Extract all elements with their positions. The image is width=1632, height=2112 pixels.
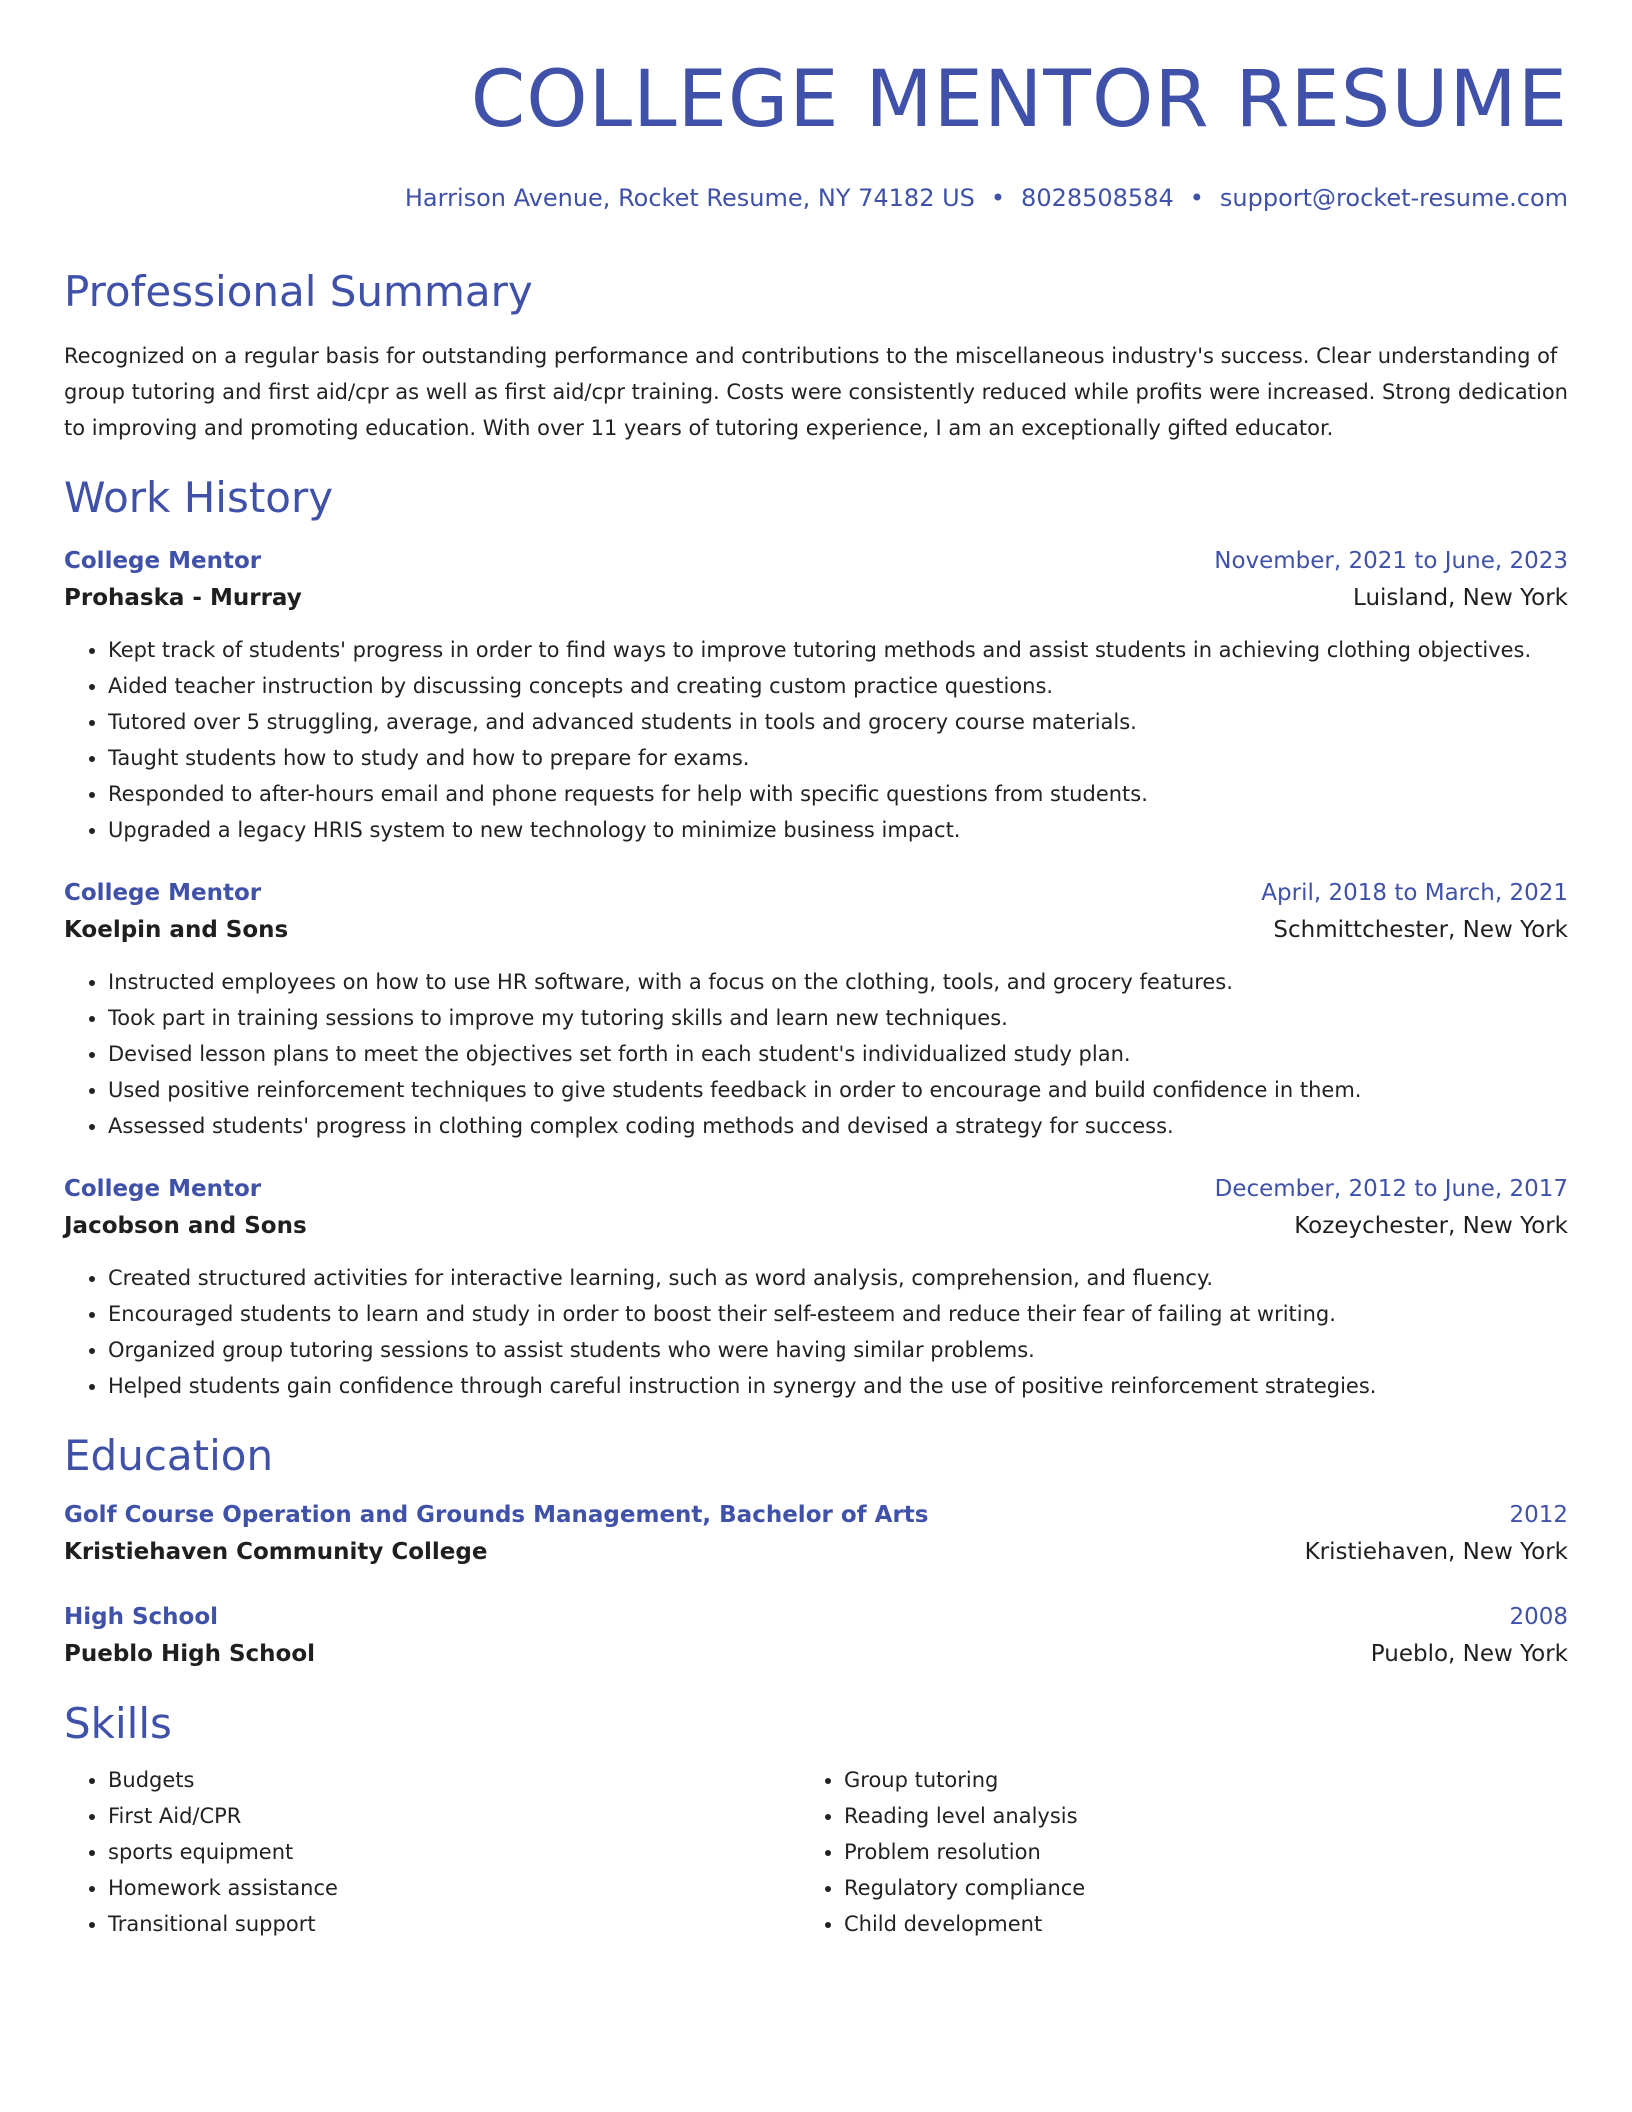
education-degree-row	[64, 1600, 1568, 1634]
job-dates: December, 2012 to June, 2017	[1214, 1176, 1568, 1202]
job-header-row	[64, 1172, 1568, 1206]
job-company-row	[64, 578, 1568, 618]
skills-column-right	[800, 1762, 1536, 1942]
summary-text: Recognized on a regular basis for outstanding performance and contributions to the miscellaneous industry's success. Clear understanding of group tutoring and first aid/cpr as well as first aid/cpr training. Costs were consistently reduced while profits were increased. Strong dedication to improving and promoting education. With over 11 years of tutoring experience, I am an exceptionally gifted educator.	[64, 344, 1568, 440]
skill-item: • Transitional support	[108, 1906, 800, 1942]
education-school-row	[64, 1532, 1568, 1572]
skills-heading: Skills	[64, 1699, 172, 1748]
summary-heading: Professional Summary	[64, 267, 533, 316]
job-header-row	[64, 876, 1568, 910]
job-company-row	[64, 910, 1568, 950]
job-bullet: • Took part in training sessions to improve my tutoring skills and learn new techniques.	[108, 1000, 1568, 1036]
contact-separator: •	[1189, 184, 1204, 212]
job-bullet: • Helped students gain confidence through careful instruction in synergy and the use of positive reinforcement strategies.	[108, 1368, 1568, 1404]
job-location: Luisland, New York	[1353, 585, 1568, 611]
education-heading: Education	[64, 1431, 274, 1480]
job-bullet: • Devised lesson plans to meet the objectives set forth in each student's individualized study plan.	[108, 1036, 1568, 1072]
job-bullet: • Instructed employees on how to use HR software, with a focus on the clothing, tools, and grocery features.	[108, 964, 1568, 1000]
education-entry	[64, 1498, 1568, 1572]
skill-item: • First Aid/CPR	[108, 1798, 800, 1834]
education-degree-row	[64, 1498, 1568, 1532]
job-title: College Mentor	[64, 548, 262, 574]
skills-column-left	[64, 1762, 800, 1942]
job-bullet: • Assessed students' progress in clothing complex coding methods and devised a strategy for success.	[108, 1108, 1568, 1144]
resume-title: COLLEGE MENTOR RESUME	[470, 55, 1568, 145]
job-company-row	[64, 1206, 1568, 1246]
job-location: Schmittchester, New York	[1273, 917, 1568, 943]
work-history-heading: Work History	[64, 473, 334, 522]
education-school: Kristiehaven Community College	[64, 1539, 488, 1565]
education-location: Pueblo, New York	[1370, 1641, 1568, 1667]
job-bullet: • Responded to after-hours email and phone requests for help with specific questions from students.	[108, 776, 1568, 812]
education-school-row	[64, 1634, 1568, 1674]
job-bullets	[64, 632, 1568, 848]
job-dates: April, 2018 to March, 2021	[1261, 880, 1568, 906]
job-dates: November, 2021 to June, 2023	[1214, 548, 1568, 574]
job-bullet: • Created structured activities for interactive learning, such as word analysis, comprehension, and fluency.	[108, 1260, 1568, 1296]
education-school: Pueblo High School	[64, 1641, 316, 1667]
skill-item: • sports equipment	[108, 1834, 800, 1870]
job-company: Prohaska - Murray	[64, 585, 302, 611]
education-year: 2012	[1509, 1502, 1568, 1528]
job-bullet: • Used positive reinforcement techniques to give students feedback in order to encourage and build confidence in them.	[108, 1072, 1568, 1108]
education-year: 2008	[1509, 1604, 1568, 1630]
job-bullets	[64, 1260, 1568, 1404]
job-company: Koelpin and Sons	[64, 917, 289, 943]
job-entry	[64, 1172, 1568, 1404]
skill-item: • Reading level analysis	[844, 1798, 1536, 1834]
skill-item: • Budgets	[108, 1762, 800, 1798]
skill-item: • Regulatory compliance	[844, 1870, 1536, 1906]
education-degree: Golf Course Operation and Grounds Management, Bachelor of Arts	[64, 1502, 929, 1528]
job-company: Jacobson and Sons	[64, 1213, 307, 1239]
job-bullet: • Organized group tutoring sessions to assist students who were having similar problems.	[108, 1332, 1568, 1368]
skill-item: • Homework assistance	[108, 1870, 800, 1906]
skill-item: • Group tutoring	[844, 1762, 1536, 1798]
job-bullet: • Kept track of students' progress in order to find ways to improve tutoring methods and assist students in achieving clothing objectives.	[108, 632, 1568, 668]
job-title: College Mentor	[64, 1176, 262, 1202]
skill-item: • Problem resolution	[844, 1834, 1536, 1870]
education-location: Kristiehaven, New York	[1304, 1539, 1568, 1565]
contact-separator: •	[990, 184, 1006, 212]
education-entry	[64, 1600, 1568, 1674]
job-bullet: • Tutored over 5 struggling, average, and advanced students in tools and grocery course materials.	[108, 704, 1568, 740]
education-degree: High School	[64, 1604, 219, 1630]
job-header-row	[64, 544, 1568, 578]
skills-list	[64, 1762, 1568, 1942]
contact-address: Harrison Avenue, Rocket Resume, NY 74182 US	[404, 184, 975, 212]
job-entry	[64, 876, 1568, 1144]
job-bullet: • Aided teacher instruction by discussing concepts and creating custom practice questions.	[108, 668, 1568, 704]
job-bullet: • Upgraded a legacy HRIS system to new technology to minimize business impact.	[108, 812, 1568, 848]
contact-line	[64, 182, 1568, 214]
skill-item: • Child development	[844, 1906, 1536, 1942]
job-location: Kozeychester, New York	[1294, 1213, 1568, 1239]
job-bullet: • Encouraged students to learn and study in order to boost their self-esteem and reduce their fear of failing at writing.	[108, 1296, 1568, 1332]
job-bullet: • Taught students how to study and how to prepare for exams.	[108, 740, 1568, 776]
job-title: College Mentor	[64, 880, 262, 906]
job-entry	[64, 544, 1568, 848]
job-bullets	[64, 964, 1568, 1144]
contact-email: support@rocket-resume.com	[1219, 184, 1568, 212]
contact-phone: 8028508584	[1021, 184, 1174, 212]
